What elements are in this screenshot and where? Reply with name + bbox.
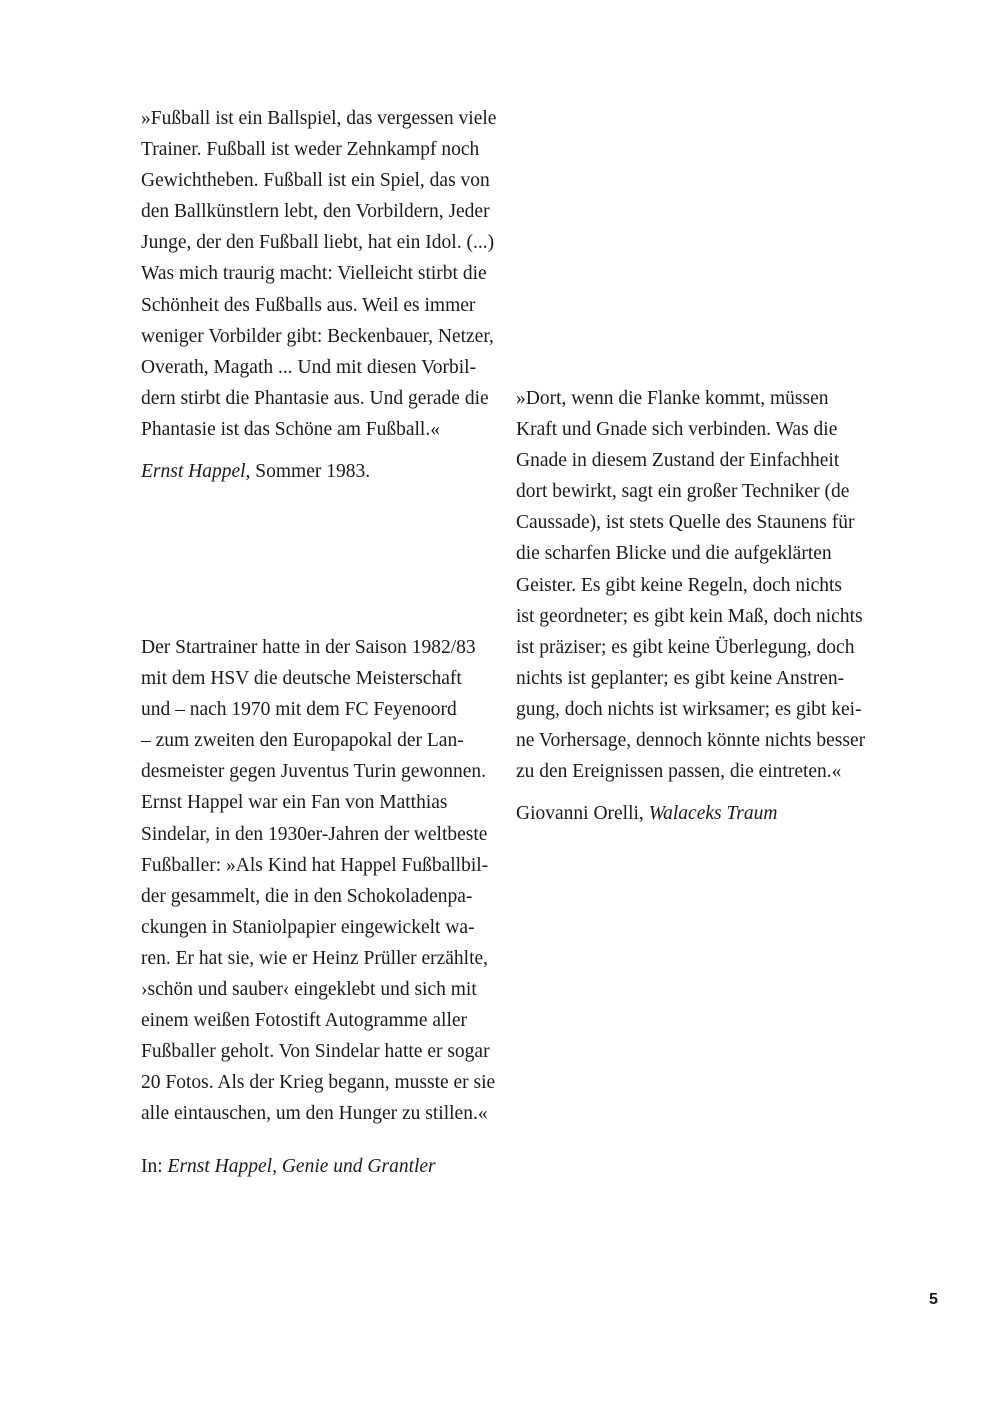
quote-orelli bbox=[516, 383, 876, 787]
paragraph-line: – zum zweiten den Europapokal der Lan- bbox=[141, 730, 464, 752]
paragraph-line: Fußballer: »Als Kind hat Happel Fußballbil- bbox=[141, 854, 489, 876]
attribution-date: Sommer 1983. bbox=[250, 461, 371, 482]
paragraph-line: Ernst Happel war ein Fan von Matthias bbox=[141, 792, 448, 814]
quote-line: Caussade), ist stets Quelle des Staunens für bbox=[516, 512, 855, 534]
quote-happel-attribution bbox=[141, 456, 501, 487]
quote-line: Trainer. Fußball ist weder Zehnkampf noch bbox=[141, 139, 480, 161]
body-paragraph-happel bbox=[141, 632, 501, 1130]
paragraph-line: 20 Fotos. Als der Krieg begann, musste er sie bbox=[141, 1072, 496, 1094]
source-title: Ernst Happel, Genie und Grantler bbox=[167, 1156, 436, 1177]
quote-line: ist präziser; es gibt keine Überlegung, doch bbox=[516, 636, 855, 658]
paragraph-line: ›schön und sauber‹ eingeklebt und sich mit bbox=[141, 979, 477, 1001]
paragraph-line: der gesammelt, die in den Schokoladenpa- bbox=[141, 885, 473, 907]
paragraph-line: und – nach 1970 mit dem FC Feyenoord bbox=[141, 699, 457, 721]
quote-line: Gewichtheben. Fußball ist ein Spiel, das von bbox=[141, 170, 490, 192]
paragraph-line: ckungen in Staniolpapier eingewickelt wa- bbox=[141, 916, 475, 938]
attribution-work: Walaceks Traum bbox=[648, 803, 778, 824]
quote-line: ne Vorhersage, dennoch könnte nichts besser bbox=[516, 730, 866, 752]
quote-line: Geister. Es gibt keine Regeln, doch nichts bbox=[516, 574, 843, 596]
paragraph-line: alle eintauschen, um den Hunger zu stillen.« bbox=[141, 1103, 488, 1125]
quote-line: zu den Ereignissen passen, die eintreten.« bbox=[516, 761, 842, 783]
quote-line: »Fußball ist ein Ballspiel, das vergessen viele bbox=[141, 108, 497, 129]
quote-line: Schönheit des Fußballs aus. Weil es immer bbox=[141, 294, 476, 316]
source-citation bbox=[141, 1151, 501, 1182]
paragraph-line: ren. Er hat sie, wie er Heinz Prüller erzählte, bbox=[141, 947, 489, 969]
attribution-author: Giovanni Orelli, bbox=[516, 803, 649, 824]
quote-line: Phantasie ist das Schöne am Fußball.« bbox=[141, 418, 440, 440]
quote-line: gung, doch nichts ist wirksamer; es gibt kei- bbox=[516, 698, 862, 720]
quote-line: Was mich traurig macht: Vielleicht stirbt die bbox=[141, 263, 487, 285]
quote-line: den Ballkünstlern lebt, den Vorbildern, Jeder bbox=[141, 201, 490, 223]
quote-line: Overath, Magath ... Und mit diesen Vorbil- bbox=[141, 356, 477, 378]
paragraph-line: desmeister gegen Juventus Turin gewonnen. bbox=[141, 761, 487, 783]
quote-line: »Dort, wenn die Flanke kommt, müssen bbox=[516, 388, 829, 409]
page-number: 5 bbox=[929, 1291, 938, 1308]
attribution-author: Ernst Happel, bbox=[141, 461, 251, 482]
quote-line: nichts ist geplanter; es gibt keine Anstren- bbox=[516, 667, 845, 689]
quote-line: die scharfen Blicke und die aufgeklärten bbox=[516, 543, 832, 565]
paragraph-line: einem weißen Fotostift Autogramme aller bbox=[141, 1010, 468, 1032]
quote-line: dern stirbt die Phantasie aus. Und gerade die bbox=[141, 387, 489, 409]
quote-line: dort bewirkt, sagt ein großer Techniker (de bbox=[516, 481, 850, 503]
quote-happel bbox=[141, 103, 501, 445]
quote-line: Junge, der den Fußball liebt, hat ein Idol. (...) bbox=[141, 232, 495, 254]
source-prefix: In: bbox=[141, 1156, 168, 1177]
paragraph-line: mit dem HSV die deutsche Meisterschaft bbox=[141, 668, 462, 690]
quote-line: ist geordneter; es gibt kein Maß, doch nichts bbox=[516, 605, 863, 627]
paragraph-line: Fußballer geholt. Von Sindelar hatte er sogar bbox=[141, 1041, 490, 1063]
quote-line: Kraft und Gnade sich verbinden. Was die bbox=[516, 419, 838, 441]
paragraph-line: Sindelar, in den 1930er-Jahren der weltbeste bbox=[141, 823, 488, 845]
quote-line: Gnade in diesem Zustand der Einfachheit bbox=[516, 450, 840, 472]
quote-orelli-attribution bbox=[516, 798, 876, 829]
paragraph-line: Der Startrainer hatte in der Saison 1982/83 bbox=[141, 637, 476, 658]
quote-line: weniger Vorbilder gibt: Beckenbauer, Netzer, bbox=[141, 325, 494, 347]
